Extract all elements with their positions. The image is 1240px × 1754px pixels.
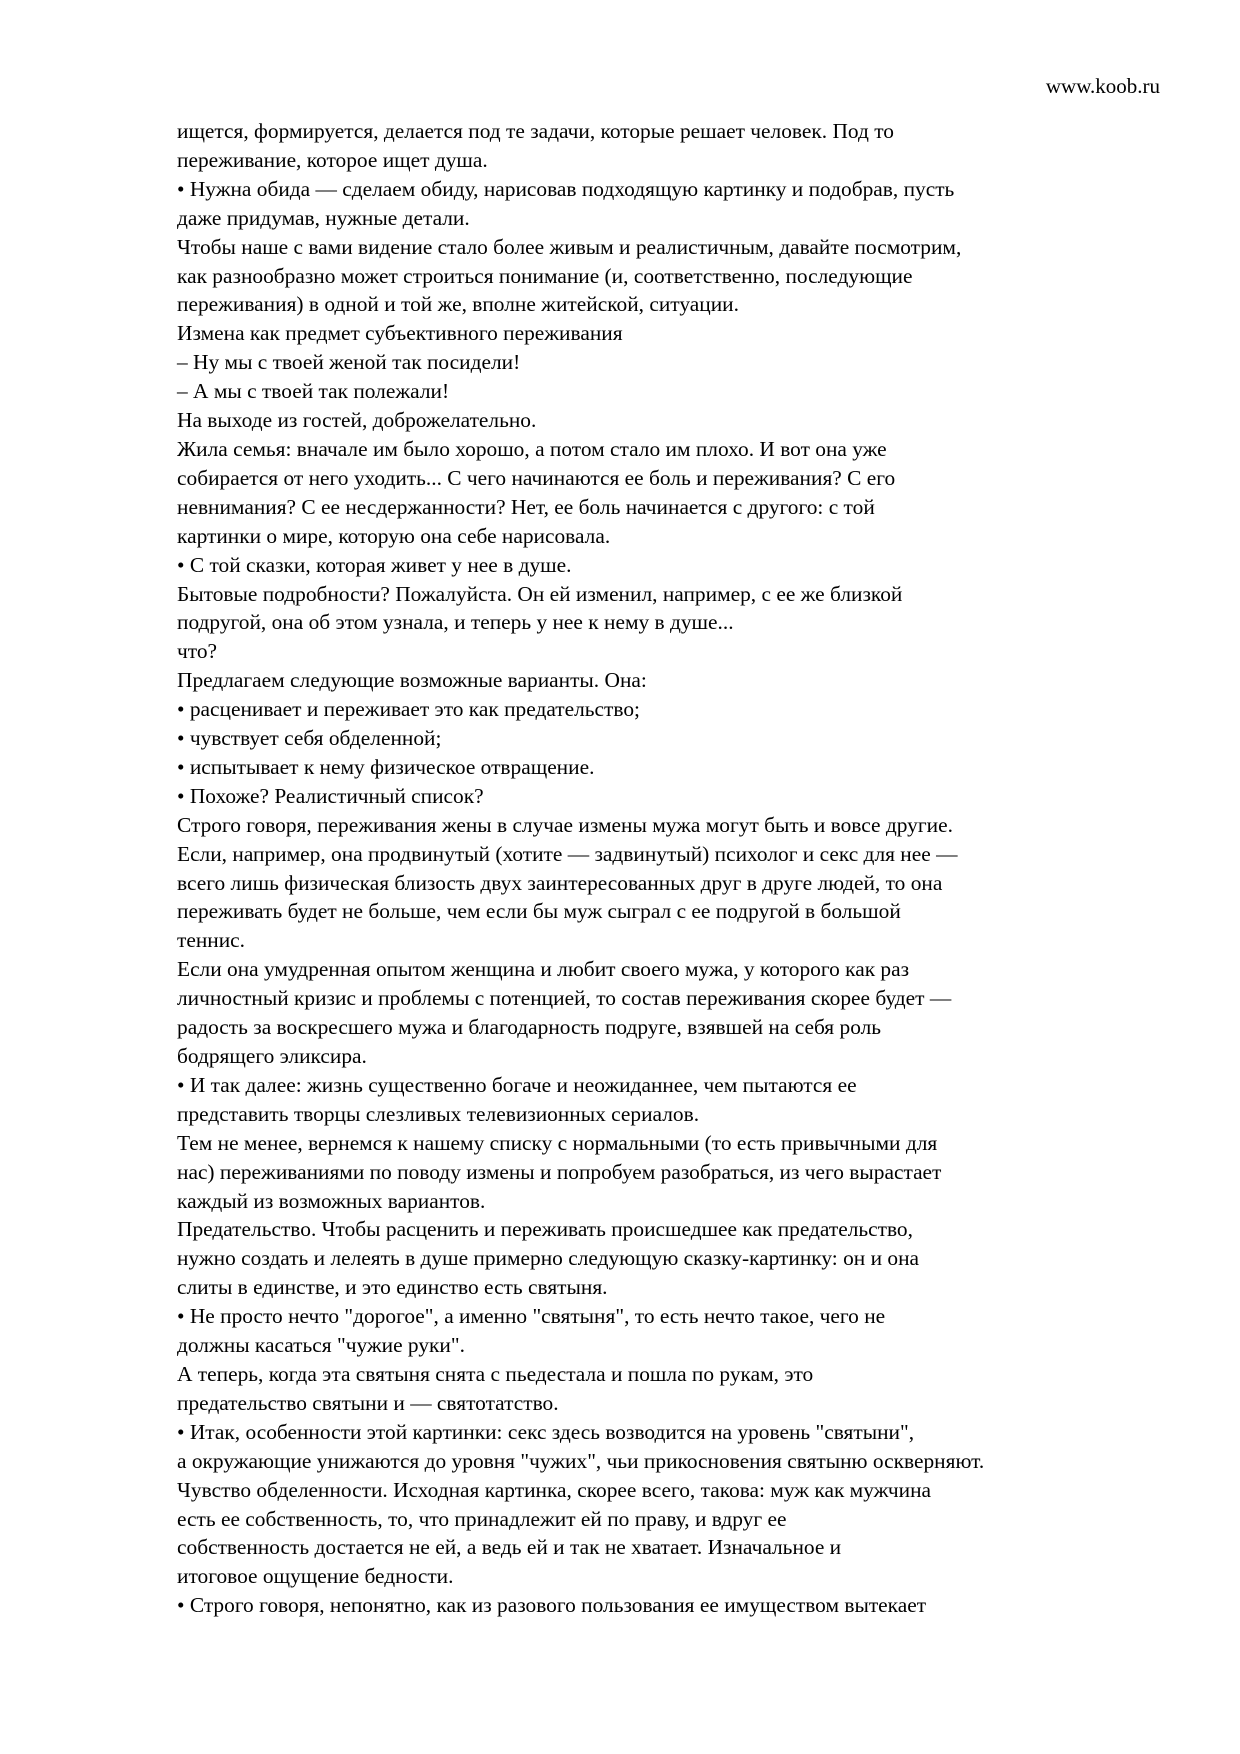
text-line: Предлагаем следующие возможные варианты. Она: [177,668,647,693]
text-line: • Строго говоря, непонятно, как из разового пользования ее имуществом вытекает [177,1593,927,1618]
text-line: • расценивает и переживает это как предательство; [177,697,640,722]
text-line: должны касаться "чужие руки". [177,1333,465,1358]
text-line: ищется, формируется, делается под те задачи, которые решает человек. Под то [177,119,894,143]
text-line: теннис. [177,928,246,953]
text-line: представить творцы слезливых телевизионных сериалов. [177,1101,700,1126]
text-line: • Похоже? Реалистичный список? [177,783,484,808]
text-line: есть ее собственность, то, что принадлежит ей по праву, и вдруг ее [177,1506,787,1531]
text-line: На выходе из гостей, доброжелательно. [177,408,537,433]
text-line: • Не просто нечто "дорогое", а именно "святыня", то есть нечто такое, чего не [177,1304,886,1329]
text-line: • испытывает к нему физическое отвращение. [177,754,595,779]
text-line: переживать будет не больше, чем если бы муж сыграл с ее подругой в большой [177,899,901,924]
text-line: Чувство обделенности. Исходная картинка, скорее всего, такова: муж как мужчина [177,1477,932,1502]
text-line: невнимания? С ее несдержанности? Нет, ее боль начинается с другого: с той [177,494,875,519]
text-line: Если, например, она продвинутый (хотите — задвинутый) психолог и секс для нее — [177,841,958,866]
text-line: предательство святыни и — святотатство. [177,1390,559,1415]
text-line: картинки о мире, которую она себе нарисовала. [177,523,611,548]
text-line: слиты в единстве, и это единство есть святыня. [177,1275,608,1300]
text-line: личностный кризис и проблемы с потенцией, то состав переживания скорее будет — [177,986,952,1011]
text-line: Предательство. Чтобы расценить и переживать происшедшее как предательство, [177,1217,913,1242]
text-line: каждый из возможных вариантов. [177,1188,486,1213]
text-line: Чтобы наше с вами видение стало более живым и реалистичным, давайте посмотрим, [177,234,962,259]
text-line: всего лишь физическая близость двух заинтересованных друг в друге людей, то она [177,870,943,895]
text-line: нужно создать и лелеять в душе примерно следующую сказку-картинку: он и она [177,1246,920,1271]
text-line: а окружающие унижаются до уровня "чужих", чьи прикосновения святыню оскверняют. [177,1448,985,1473]
text-line: даже придумав, нужные детали. [177,205,470,230]
text-line: Измена как предмет субъективного переживания [177,321,623,346]
text-line: собственность достается не ей, а ведь ей и так не хватает. Изначальное и [177,1535,842,1560]
text-line: • С той сказки, которая живет у нее в душе. [177,552,572,577]
text-line: А теперь, когда эта святыня снята с пьедестала и пошла по рукам, это [177,1361,814,1386]
text-line: нас) переживаниями по поводу измены и попробуем разобраться, из чего вырастает [177,1159,942,1184]
text-line: собирается от него уходить... С чего начинаются ее боль и переживания? С его [177,465,896,490]
text-line: итоговое ощущение бедности. [177,1564,454,1589]
text-line: радость за воскресшего мужа и благодарность подруге, взявшей на себя роль [177,1015,882,1040]
text-line: что? [177,639,218,664]
site-url: www.koob.ru [1045,74,1160,98]
text-line: Тем не менее, вернемся к нашему списку с нормальными (то есть привычными для [177,1130,938,1155]
text-line: • чувствует себя обделенной; [177,726,442,751]
text-line: • Нужна обида — сделаем обиду, нарисовав подходящую картинку и подобрав, пусть [177,176,955,201]
text-line: – А мы с твоей так полежали! [177,379,450,404]
body-text [177,117,1177,1620]
text-line: подругой, она об этом узнала, и теперь у нее к нему в душе... [177,610,734,635]
text-line: переживание, которое ищет душа. [177,147,488,172]
text-line: Строго говоря, переживания жены в случае измены мужа могут быть и вовсе другие. [177,812,953,837]
text-line: Если она умудренная опытом женщина и любит своего мужа, у которого как раз [177,957,910,982]
text-line: бодрящего эликсира. [177,1044,367,1068]
text-line: Бытовые подробности? Пожалуйста. Он ей изменил, например, с ее же близкой [177,581,903,606]
text-line: Жила семья: вначале им было хорошо, а потом стало им плохо. И вот она уже [177,436,887,461]
text-line: • И так далее: жизнь существенно богаче и неожиданнее, чем пытаются ее [177,1072,857,1097]
text-line: как разнообразно может строиться понимание (и, соответственно, последующие [177,263,913,288]
text-line: переживания) в одной и той же, вполне житейской, ситуации. [177,292,739,317]
text-line: – Ну мы с твоей женой так посидели! [177,350,521,375]
text-line: • Итак, особенности этой картинки: секс здесь возводится на уровень "святыни", [177,1419,915,1444]
